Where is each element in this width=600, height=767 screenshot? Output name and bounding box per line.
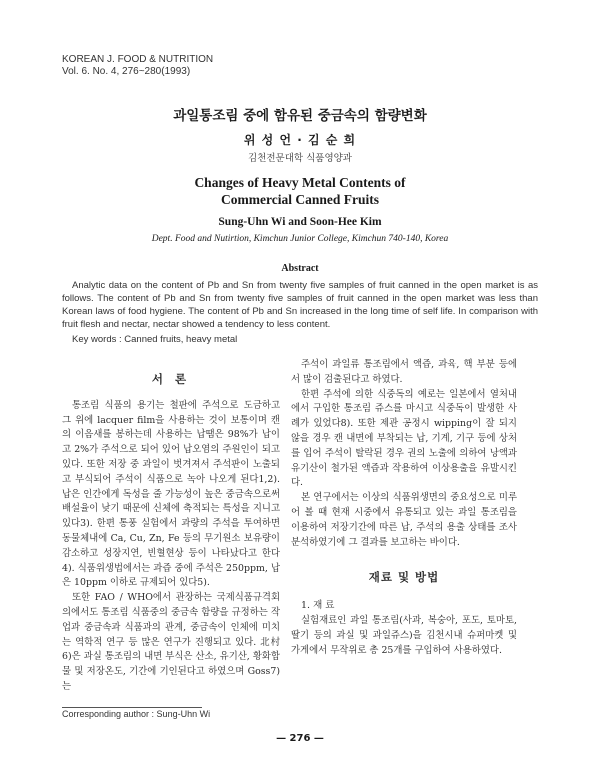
abstract-body <box>62 279 538 331</box>
abstract-text: Analytic data on the content of Pb and Sn from twenty five samples of fruit canned in the open market is as follows. The content of Pb and Sn from twenty five samples of fruit canned in the open market was less than Korean laws of food hygiene. The content of Pb and Sn increased in the long time of self life. In comparison with fruit flesh and nectar, nectar showed a tendency to less content. <box>62 280 538 330</box>
journal-name: KOREAN J. FOOD & NUTRITION <box>62 54 214 65</box>
subsection-heading-materials: 1. 재 료 <box>301 600 335 612</box>
authors-english: Sung-Uhn Wi and Soon-Hee Kim <box>218 216 382 228</box>
title-english-line-1: Changes of Heavy Metal Contents of <box>194 175 406 190</box>
intro-paragraph-3: 주석이 과일류 통조림에서 액즙, 과육, 핵 부분 등에서 많이 검출된다고 하였다. <box>291 359 517 385</box>
section-heading-methods: 재료 및 방법 <box>368 570 440 585</box>
page-number: — 276 — <box>276 733 324 744</box>
right-column <box>291 358 517 658</box>
journal-citation <box>62 54 213 78</box>
intro-paragraph-1: 통조림 식품의 용기는 철판에 주석으로 도금하고 그 위에 lacquer film을 사용하는 것이 보통이며 캔의 이음새를 봉하는데 사용하는 납땜은 98%가 납이고 2%가 주석으로 되어 있어 납오염의 주원인이 되고 있다. 또한 저장 중 과일이 벗겨져서 주석판이 노출되고 부식되어 주석이 식품으로 녹아 나오게 된다1,2). 납은 인간에게 독성을 줄 가능성이 높은 중금속으로써 배설율이 낮기 때문에 신체에 축적되는 특성을 지니고 있다3). 한편 통풍 실험에서 과량의 주석을 투여하면 동물체내에 Ca, Cu, Zn, Fe 등의 무기원소 보유량이 감소하고 성장지연, 빈혈현상 등이 나타났다고 한다4). 식품위생법에서는 과즙 중에 주석은 250ppm, 납은 10ppm 이하로 규제되어 있다5). <box>62 399 280 589</box>
title-korean: 과일통조림 중에 함유된 중금속의 함량변화 <box>173 108 427 124</box>
intro-paragraph-2: 또한 FAO / WHO에서 관장하는 국제식품규격회의에서도 통조림 식품중의 중금속 함량을 규정하는 작업과 중금속과 식품과의 관계, 중금속이 인체에 미치는 역학적 연구 등 많은 연구가 진행되고 있다. 北村6)은 과실 통조림의 내면 부식은 산소, 유기산, 황화합물 및 저장온도, 기간에 기인된다고 하였으며 Goss7)는 <box>62 592 280 692</box>
intro-paragraph-5: 본 연구에서는 이상의 식품위생면의 중요성으로 미루어 볼 때 현재 시중에서 유통되고 있는 과일 통조림을 이용하여 저장기간에 따른 납, 주석의 용출 상태를 조사 분석하였기에 그 결과를 보고하는 바이다. <box>291 492 517 548</box>
affiliation-english: Dept. Food and Nutirtion, Kimchun Junior College, Kimchun 740-140, Korea <box>151 234 449 244</box>
materials-paragraph: 실험재료인 과일 통조림(사과, 복숭아, 포도, 토마토, 딸기 등의 과실 및 과일쥬스)을 김천시내 슈퍼마켓 및 가게에서 무작위로 총 25개를 구입하여 사용하였다. <box>291 614 517 656</box>
title-english <box>0 174 600 208</box>
intro-paragraph-4: 한편 주석에 의한 식중독의 예로는 일본에서 열처내에서 구입한 통조림 쥬스를 마시고 식중독이 발생한 사례가 있었다8). 또한 제관 공정시 wipping이 잘 되지 않을 경우 캔 내면에 부착되는 납, 기계, 기구 등에 상처를 입어 주석이 탈락된 경우 권의 노출에 의하여 낭액과 유기산이 철가된 액즙과 작용하여 이상용출을 유발시킨다. <box>291 388 517 489</box>
title-english-line-2: Commercial Canned Fruits <box>221 192 379 207</box>
affiliation-korean: 김천전문대학 식품영양과 <box>248 153 352 164</box>
left-column <box>62 358 280 695</box>
corresponding-author-footnote: Corresponding author : Sung-Uhn Wi <box>62 709 211 719</box>
keywords: Key words : Canned fruits, heavy metal <box>72 334 238 345</box>
journal-volume: Vol. 6. No. 4, 276~280(1993) <box>62 66 191 77</box>
footnote-divider <box>62 707 202 708</box>
authors-korean: 위 성 언 · 김 순 희 <box>243 133 357 147</box>
section-heading-introduction: 서 론 <box>151 372 191 386</box>
abstract-heading: Abstract <box>281 263 319 274</box>
